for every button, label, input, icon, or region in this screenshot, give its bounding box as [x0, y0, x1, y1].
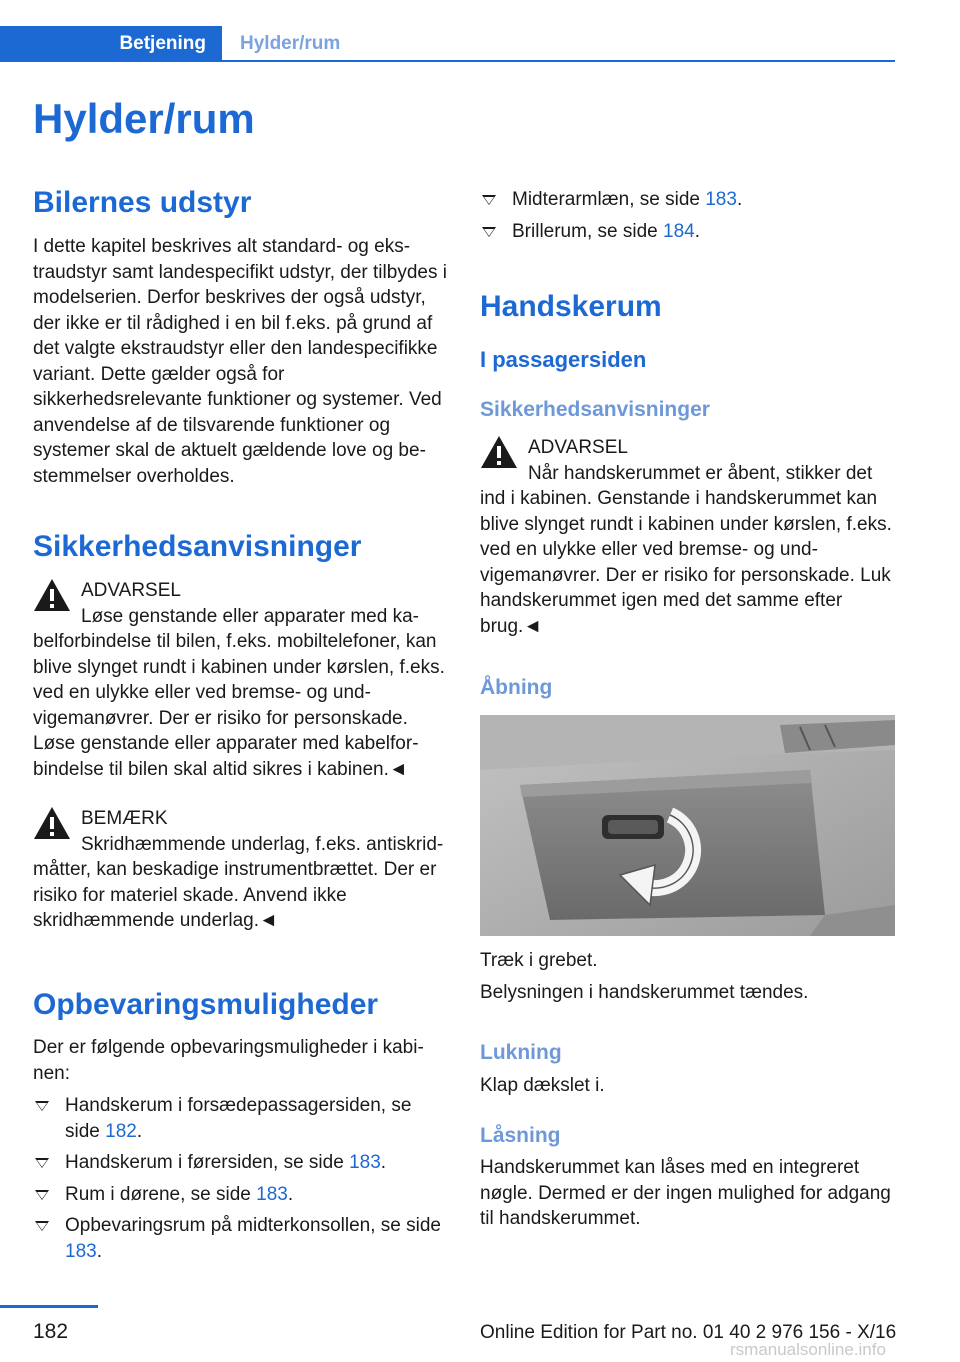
- notice-label: BEMÆRK: [81, 808, 168, 829]
- subsection-title-lukning: Lukning: [480, 1041, 562, 1064]
- page-link[interactable]: 183: [705, 189, 737, 210]
- storage-list: [33, 1093, 448, 1270]
- running-header: [0, 26, 895, 62]
- footer-rule: [0, 1305, 98, 1308]
- subsection-title-sikkerhedsanvisninger: Sikkerhedsanvisninger: [480, 398, 710, 421]
- warning-advarsel-glovebox: [480, 435, 896, 645]
- paragraph-opbevaringsmuligheder: Der er følgende opbevaringsmuligheder i kabinen:: [33, 1037, 424, 1084]
- warning-text: Løse genstande eller apparater med kabelforbindelse til bilen, f.eks. mobiltelefoner, kan blive slynget rundt i kabinen under kørslen, f.eks. ved en ulykke eller ved bremse- og undvigemanøvrer. Der er risiko for personskade. Løse genstande eller apparater med kabelforbindelse til bilen skal altid sikres i kabinen.◄: [33, 605, 445, 780]
- bullet-triangle-icon: [35, 1190, 49, 1200]
- list-item: Midterarmlæn, se side 183.: [480, 187, 896, 213]
- subsection-title-laasning: Låsning: [480, 1124, 561, 1147]
- section-title-handskerum: Handskerum: [480, 290, 662, 323]
- page-link[interactable]: 183: [65, 1240, 97, 1262]
- paragraph-bilernes-udstyr: I dette kapitel beskrives alt standard- og ekstraudstyr samt landespecifikt udstyr, der tilbydes i modelserien. Derfor beskrives der også udstyr, der ikke er til rådighed i en bil f.eks. på grund af det valgte ekstraudstyr eller den landespecifikke variant. Dette gælder også for sikkerhedsrelevante funktioner og systemer. Ved anvendelse af de tilsvarende funktioner og systemer skal de aktuelt gældende love og bestemmelser overholdes.: [33, 236, 447, 487]
- bullet-triangle-icon: [482, 195, 496, 205]
- warning-text: Når handskerummet er åbent, stikker det ind i kabinen. Genstande i handskerummet kan blive slynget rundt i kabinen under kørslen, f.eks. ved en ulykke eller ved bremse- og undvigemanøvrer. Der er risiko for personskade. Luk handskerummet igen med det samme efter brug.◄: [480, 462, 892, 637]
- page-link[interactable]: 182: [105, 1120, 137, 1142]
- bullet-triangle-icon: [482, 227, 496, 237]
- header-tab-hylder-rum[interactable]: Hylder/rum: [240, 33, 341, 54]
- list-item: Rum i dørene, se side 183.: [33, 1182, 448, 1208]
- instruction-light: Belysningen i handskerummet tændes.: [480, 982, 809, 1003]
- warning-advarsel: [33, 578, 448, 778]
- list-item: Handskerum i forsædepassagersiden, se side 182.: [33, 1093, 448, 1144]
- paragraph-laasning: Handskerummet kan låses med en integreret nøgle. Dermed er der ingen mulighed for adgang til handskerummet.: [480, 1157, 891, 1229]
- subsection-title-aabning: Åbning: [480, 676, 553, 699]
- storage-list-continued: [480, 187, 896, 250]
- bullet-triangle-icon: [35, 1221, 49, 1231]
- warning-bemaerk: [33, 806, 448, 946]
- warning-label: ADVARSEL: [528, 437, 628, 458]
- list-item: Opbevaringsrum på midterkonsollen, se side 183.: [33, 1213, 448, 1264]
- list-item: Handskerum i førersiden, se side 183.: [33, 1150, 448, 1176]
- header-tab-betjening[interactable]: Betjening: [0, 26, 222, 62]
- subsection-title-passagersiden: I passagersiden: [480, 347, 647, 372]
- section-title-sikkerhedsanvisninger: Sikkerhedsanvisninger: [33, 530, 362, 563]
- page-link[interactable]: 184: [663, 220, 695, 242]
- page-title: Hylder/rum: [33, 95, 255, 142]
- section-title-opbevaringsmuligheder: Opbevaringsmuligheder: [33, 988, 379, 1021]
- page-number: 182: [33, 1320, 69, 1343]
- bullet-triangle-icon: [35, 1101, 49, 1111]
- paragraph-lukning: Klap dækslet i.: [480, 1075, 605, 1096]
- watermark: rsmanualsonline.info: [730, 1340, 886, 1359]
- page-link[interactable]: 183: [349, 1152, 381, 1173]
- instruction-pull-handle: Træk i grebet.: [480, 950, 598, 971]
- section-title-bilernes-udstyr: Bilernes udstyr: [33, 186, 252, 219]
- page-link[interactable]: 183: [256, 1183, 288, 1205]
- warning-label: ADVARSEL: [81, 580, 181, 601]
- footer-edition: Online Edition for Part no. 01 40 2 976 156 - X/16: [480, 1322, 897, 1343]
- list-item: Brillerum, se side 184.: [480, 219, 896, 245]
- bullet-triangle-icon: [35, 1158, 49, 1168]
- header-rule: [0, 60, 895, 62]
- glovebox-photo: [480, 715, 895, 936]
- notice-text: Skridhæmmende underlag, f.eks. antiskrid-måtter, kan beskadige instrumentbrættet. Der er risiko for materiel skade. Anvend ikke skridhæmmende underlag.◄: [33, 833, 444, 931]
